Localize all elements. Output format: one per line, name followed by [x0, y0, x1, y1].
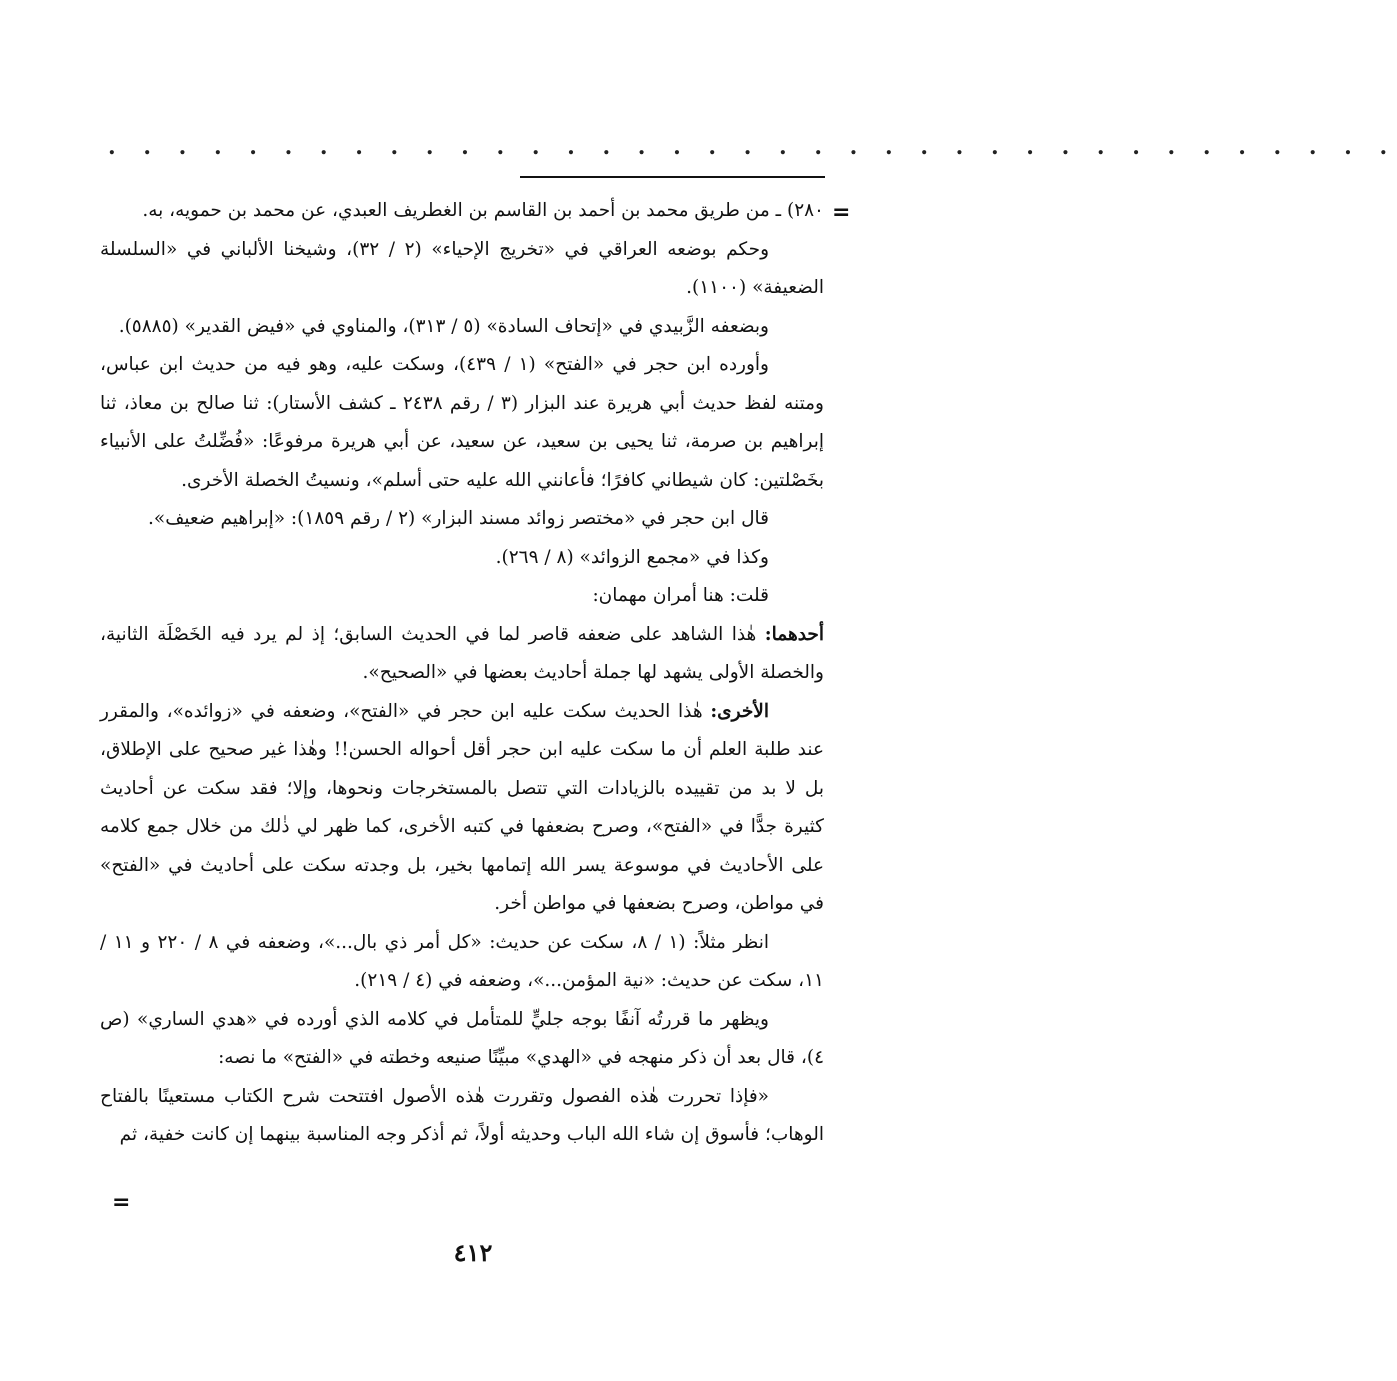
paragraph: وكذا في «مجمع الزوائد» (٨ / ٢٦٩). — [495, 546, 769, 568]
footnote-body — [100, 192, 824, 1155]
paragraph-lead: أحدهما: — [764, 623, 824, 645]
paragraph: قال ابن حجر في «مختصر زوائد مسند البزار» (٢ / رقم ١٨٥٩): «إبراهيم ضعيف». — [148, 508, 769, 529]
paragraph: أحدهما: هٰذا الشاهد على ضعفه قاصر لما في الحديث السابق؛ إذ لم يرد فيه الخَصْلَة الثانية، والخصلة الأولى يشهد لها جملة أحاديث بعضها في «الصحيح». — [100, 623, 824, 683]
paragraph: «فإذا تحررت هٰذه الفصول وتقررت هٰذه الأصول افتتحت شرح الكتاب مستعينًا بالفتاح الوهاب؛ فأسوق إن شاء الله الباب وحديثه أولاً، ثم أذكر وجه المناسبة بينهما إن كانت خفية، ثم — [100, 1085, 824, 1145]
continuation-mark-bottom: = — [112, 1190, 131, 1215]
paragraph: انظر مثلاً: (١ / ٨، سكت عن حديث: «كل أمر ذي بال...»، وضعفه في ٨ / ٢٢٠ و ١١ / ١١، سكت عن حديث: «نية المؤمن...»، وضعفه في (٤ / ٢١٩). — [100, 931, 824, 991]
paragraph: وأورده ابن حجر في «الفتح» (١ / ٤٣٩)، وسكت عليه، وهو فيه من حديث ابن عباس، ومتنه لفظ حديث أبي هريرة عند البزار (٣ / رقم ٢٤٣٨ ـ كشف الأستار): ثنا صالح بن معاذ، ثنا إبراهيم بن صرمة، ثنا يحيى بن سعيد، عن سعيد، عن أبي هريرة مرفوعًا: «فُضِّلتُ على الأنبياء بخَصْلتين: كان شيطاني كافرًا؛ فأعانني الله عليه حتى أسلم»، ونسيتُ الخصلة الأخرى. — [100, 354, 824, 491]
paragraph: وحكم بوضعه العراقي في «تخريج الإحياء» (٢ / ٣٢)، وشيخنا الألباني في «السلسلة الضعيفة» (١١٠٠). — [100, 238, 824, 298]
paragraph: وبضعفه الزَّبيدي في «إتحاف السادة» (٥ / ٣١٣)، والمناوي في «فيض القدير» (٥٨٨٥). — [118, 315, 769, 337]
paragraph: الأخرى: هٰذا الحديث سكت عليه ابن حجر في «الفتح»، وضعفه في «زوائده»، والمقرر عند طلبة العلم أن ما سكت عليه ابن حجر أقل أحواله الحسن!! وهٰذا غير صحيح على الإطلاق، بل لا بد من تقييده بالزيادات التي تتصل بالمستخرجات ونحوها، وإلا؛ فقد سكت عن أحاديث كثيرة جدًّا في «الفتح»، وصرح بضعفها في كتبه الأخرى، كما ظهر لي ذٰلك من خلال جمع كلامه على الأحاديث في موسوعة يسر الله إتمامها بخير، بل وجدته سكت على أحاديث في «الفتح» في مواطن، وصرح بضعفها في مواطن أخر. — [100, 700, 824, 914]
continuation-mark-top: = — [832, 200, 851, 225]
page-number: ٤١٢ — [453, 1238, 493, 1267]
paragraph: ويظهر ما قررتُه آنفًا بوجه جليٍّ للمتأمل في كلامه الذي أورده في «هدي الساري» (ص ٤)، قال بعد أن ذكر منهجه في «الهدي» مبيِّنًا صنيعه وخطته في «الفتح» ما نصه: — [100, 1008, 824, 1068]
paragraph: قلت: هنا أمران مهمان: — [592, 585, 769, 606]
header-dotted-rule: . . . . . . . . . . . . . . . . . . . . . . . . . . . . . . . . . . . . . — [108, 134, 1397, 160]
footnote-separator — [520, 176, 825, 178]
paragraph-lead: الأخرى: — [710, 700, 769, 722]
paragraph: ٢٨٠) ـ من طريق محمد بن أحمد بن القاسم بن الغطريف العبدي، عن محمد بن حمويه، به. — [142, 200, 824, 221]
